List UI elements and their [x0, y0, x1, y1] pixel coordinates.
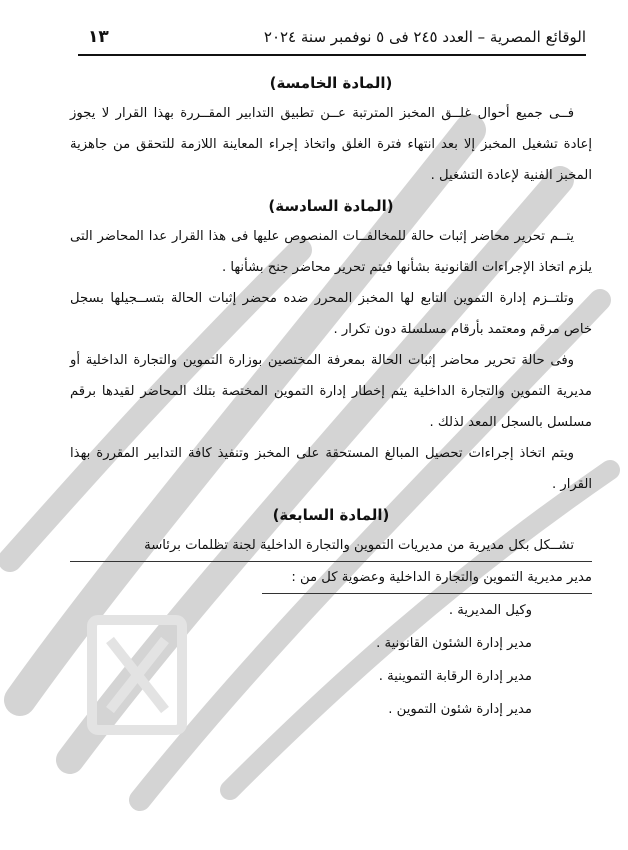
page-number: ١٣: [88, 27, 109, 47]
article-6-paragraph-2: وتلتــزم إدارة التموين التابع لها المخبز المحرر ضده محضر إثبات الحالة بتســجيلها بسجل خاص مرقم ومعتمد بأرقام مسلسلة دون تكرار .: [70, 291, 592, 337]
article-6-paragraph-1: يتــم تحرير محاضر إثبات حالة للمخالفــات المنصوص عليها فى هذا القرار عدا المحاضر التى يلزم اتخاذ الإجراءات القانونية بشأنها فيتم تحرير محاضر جنح بشأنها .: [70, 229, 592, 275]
page-header: [78, 26, 586, 54]
article-5-heading: (المادة الخامسة): [269, 74, 393, 92]
article-7-line-1: تشــكل بكل مديرية من مديريات التموين والتجارة الداخلية لجنة تظلمات برئاسة: [70, 530, 592, 562]
article-5-text: فــى جميع أحوال غلــق المخبز المترتبة عــن تطبيق التدابير المقــررة بهذا القرار لا يجوز إعادة تشغيل المخبز إلا بعد انتهاء فترة الغلق واتخاذ إجراء المعاينة اللازمة للتحقق من جاهزية المخبز الفنية لإعادة التشغيل .: [70, 106, 592, 183]
list-item: مدير إدارة الشئون القانونية .: [376, 636, 532, 651]
header-divider: [78, 54, 586, 56]
article-6-paragraph-3: وفى حالة تحرير محاضر إثبات الحالة بمعرفة المختصين بوزارة التموين والتجارة الداخلية أو مديرية التموين والتجارة الداخلية يتم إخطار إدارة التموين المختصة بتلك المحاضر لقيدها برقم مسلسل بالسجل المعد لذلك .: [70, 353, 592, 430]
document-body: [70, 68, 592, 726]
committee-members-list: [70, 594, 592, 726]
article-7-line-2: مدير مديرية التموين والتجارة الداخلية وعضوية كل من :: [291, 570, 592, 585]
gazette-title: الوقائع المصرية – العدد ٢٤٥ فى ٥ نوفمبر سنة ٢٠٢٤: [263, 28, 586, 46]
article-6-paragraph-4: ويتم اتخاذ إجراءات تحصيل المبالغ المستحقة على المخبز وتنفيذ كافة التدابير المقررة بهذا القرار .: [70, 446, 592, 492]
list-item: وكيل المديرية .: [448, 603, 532, 618]
list-item: مدير إدارة شئون التموين .: [388, 702, 532, 717]
article-6-heading: (المادة السادسة): [268, 197, 394, 215]
list-item: مدير إدارة الرقابة التموينية .: [378, 669, 532, 684]
article-7-heading: (المادة السابعة): [272, 506, 390, 524]
